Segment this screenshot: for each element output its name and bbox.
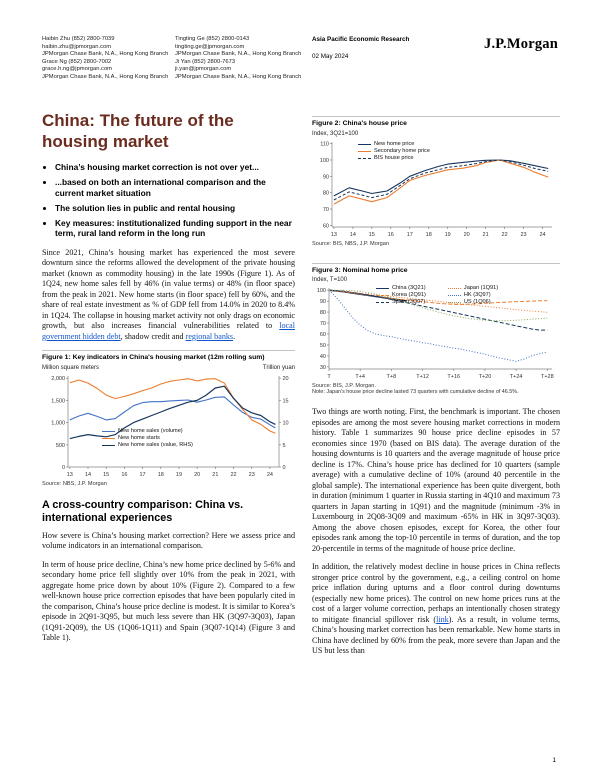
figure-1-units <box>42 365 295 371</box>
figure-2-chart-area <box>312 138 560 240</box>
author-email-link[interactable]: tingting.ge@jpmorgan.com <box>175 43 245 50</box>
report-date: 02 May 2024 <box>312 53 349 60</box>
author-email-link[interactable]: haibin.zhu@jpmorgan.com <box>42 43 112 50</box>
price-control-text: ). As a result, in volume terms, China’s housing market correction has been remarkable. New home starts in China have declined by 60% from the peak, more severe than Japan and the US but less than <box>312 614 560 656</box>
svg-text:500: 500 <box>55 442 65 449</box>
key-point-1: • China’s housing market correction is not over yet... <box>55 162 295 172</box>
figure-1-source: Source: NBS, J.P. Morgan <box>42 480 107 487</box>
svg-text:0: 0 <box>61 464 65 471</box>
svg-text:T+4: T+4 <box>355 374 366 381</box>
svg-text:90: 90 <box>319 299 326 306</box>
svg-text:20: 20 <box>194 471 201 478</box>
author-org: JPMorgan Chase Bank, N.A., Hong Kong Branch <box>175 51 302 58</box>
figure-3-units <box>312 277 560 283</box>
jpmorgan-logo: J.P.Morgan <box>484 36 558 52</box>
svg-text:13: 13 <box>330 231 337 238</box>
author-email-link[interactable]: grace.h.ng@jpmorgan.com <box>42 66 113 73</box>
svg-text:15: 15 <box>368 231 375 238</box>
svg-text:17: 17 <box>139 471 146 478</box>
svg-text:14: 14 <box>349 231 356 238</box>
price-decline-paragraph: In term of house price decline, China’s new home price declined by 5-6% and secondary home price fell slightly over 10% from the peak in 2021, with aggregate home price down by about 10% (Figure 2). Compared to a few well-known house price correction episodes that have been popularly cited in the comparison, China’s house price decline is modest. It is similar to Korea’s episode in 2Q91-3Q95, but much less severe than HK (3Q97-3Q03), Japan (1Q91-2Q09), the US (1Q06-1Q11) and Spain (3Q07-1Q14) (Figure 3 and Table 1). <box>42 559 295 643</box>
svg-text:100: 100 <box>319 157 329 164</box>
svg-text:15: 15 <box>103 471 110 478</box>
comparison-intro-paragraph: How severe is China’s housing market correction? Here we assess price and volume indicators in an international comparison. <box>42 530 295 551</box>
svg-text:T+20: T+20 <box>478 374 492 381</box>
svg-text:22: 22 <box>230 471 237 478</box>
figure-1-line-chart <box>42 372 295 480</box>
link-spillover-risk[interactable]: link <box>436 614 449 624</box>
figure-1-left-axis-unit: Million square meters <box>42 364 100 371</box>
svg-text:1,500: 1,500 <box>51 398 65 405</box>
svg-text:80: 80 <box>322 190 329 197</box>
page-title: China: The future of the housing market <box>42 111 234 151</box>
svg-text:60: 60 <box>319 332 326 339</box>
author-name-phone: Ji Yan (852) 2800-7673 <box>175 58 236 65</box>
svg-text:5: 5 <box>282 442 286 449</box>
svg-text:16: 16 <box>387 231 394 238</box>
figure-2-legend: New home price Secondary home price BIS house price <box>358 141 430 162</box>
svg-text:50: 50 <box>319 343 326 350</box>
price-control-paragraph <box>312 562 560 657</box>
svg-text:T: T <box>327 374 331 381</box>
author-column-1 <box>42 36 175 82</box>
svg-text:T+16: T+16 <box>447 374 461 381</box>
svg-text:T+8: T+8 <box>386 374 397 381</box>
research-series-label: Asia Pacific Economic Research <box>312 36 410 43</box>
figure-3-note: Note: Japan's house price decline lasted 73 quarters with cumulative decline of 46.5%. <box>312 389 519 396</box>
svg-text:30: 30 <box>319 364 326 371</box>
key-point-2: • ...based on both an international comparison and the current market situation <box>55 177 295 198</box>
svg-text:70: 70 <box>322 206 329 213</box>
svg-text:18: 18 <box>425 231 432 238</box>
page-number: 1 <box>552 757 556 764</box>
benchmark-paragraph: Two things are worth noting. First, the benchmark is important. The chosen episodes are among the most severe housing market corrections in modern history. Table 1 summarizes 90 house price decline episodes in 57 economies since 1970 (based on BIS data). The average duration of the housing downturns is 10 quarters and the average magnitude of house price decline is 17%. China’s house price has declined for 10 quarters (sample average) with a cumulative decline of 10% (around 40 percentile in the global sample). The international experience has been quite divergent, both in duration (minimum 1 quarter in Russia starting in 4Q10 and maximum 73 quarters in Japan starting in 1Q91) and the magnitude (minimum -3% in Luxembourg in 2Q08-3Q09 and maximum -65% in HK in 3Q97-3Q03). Among the above chosen episodes, except for Korea, the other four episodes rank among the top-10 percentile in terms of duration, and the top 20-percentile in terms of the magnitude of house price decline. <box>312 407 560 553</box>
author-name-phone: Haibin Zhu (852) 2800-7039 <box>42 36 115 42</box>
svg-text:T+28: T+28 <box>540 374 554 381</box>
figure-1-caption: Figure 1: Key indicators in China's housing market (12m rolling sum) <box>42 354 265 362</box>
key-point-4: • Key measures: institutionalized funding support in the near term, rural land reform in the long run <box>55 218 295 239</box>
figure-2-source: Source: BIS, NBS, J.P. Morgan <box>312 240 390 247</box>
svg-text:18: 18 <box>157 471 164 478</box>
right-column <box>312 112 560 665</box>
intro-paragraph <box>42 248 295 343</box>
report-meta <box>312 36 448 82</box>
author-email-link[interactable]: ji.yan@jpmorgan.com <box>175 66 232 73</box>
intro-text: Since 2021, China’s housing market has experienced the most severe downturn since the reforms allowed the development of the private housing market (known as commodity housing) in the late 1990s (Figure 1). As of 1Q24, new home sales fell by 46% (in value terms) or 48% (in floor space) from the peak in 2021. New home starts (in floor space) fell by 60%, and the share of real estate investment as % of GDP fell from 14.0% in 2020 to 8.4% in 1Q24. The collapse in housing market activity not only drags on economic growth, but also increases financial vulnerabilities related to <box>42 247 295 331</box>
figure-1-legend: New home sales (volume) New home starts New home sales (value, RHS) <box>102 428 193 449</box>
link-regional-banks[interactable]: regional banks <box>185 331 234 341</box>
link-local-government-hidden-debt[interactable]: local government hidden debt <box>42 321 295 341</box>
svg-text:21: 21 <box>212 471 219 478</box>
key-point-3: • The solution lies in public and rental housing <box>55 203 295 213</box>
figure-2-units <box>312 131 560 137</box>
svg-text:24: 24 <box>539 231 546 238</box>
svg-text:20: 20 <box>463 231 470 238</box>
intro-text: , shadow credit and <box>120 331 186 341</box>
author-name-phone: Grace Ng (852) 2800-7002 <box>42 58 112 65</box>
svg-text:110: 110 <box>320 141 329 148</box>
svg-text:14: 14 <box>84 471 92 478</box>
svg-text:19: 19 <box>175 471 183 478</box>
figure-1-right-axis-unit: Trillion yuan <box>262 364 295 371</box>
svg-text:2,000: 2,000 <box>51 376 65 383</box>
figure-3 <box>312 263 560 396</box>
price-control-text: In addition, the relatively modest decline in house prices in China reflects stronger price control by the government, e.g., a ceiling control on home price inflation during upturns and a floor control during downturns (especially new home prices). The control on new home prices runs at the cost of a larger volume correction, perhaps an intentionally chosen strategy to mitigate financial spillover risk ( <box>312 562 560 624</box>
section-heading: A cross-country comparison: China vs. international experiences <box>42 498 244 524</box>
svg-text:T+12: T+12 <box>416 374 429 381</box>
svg-text:100: 100 <box>316 288 326 295</box>
figure-2-line-chart <box>312 138 560 240</box>
author-org: JPMorgan Chase Bank, N.A., Hong Kong Branch <box>175 73 302 80</box>
svg-text:20: 20 <box>282 376 289 383</box>
svg-text:19: 19 <box>444 231 451 238</box>
figure-3-source: Source: BIS, J.P. Morgan. <box>312 383 376 390</box>
svg-text:90: 90 <box>322 173 329 180</box>
svg-text:13: 13 <box>66 471 73 478</box>
svg-text:21: 21 <box>482 231 489 238</box>
svg-text:40: 40 <box>319 354 326 361</box>
svg-text:60: 60 <box>322 222 329 229</box>
figure-3-axis-unit: Index, T=100 <box>312 277 348 284</box>
svg-text:15: 15 <box>282 398 289 405</box>
svg-text:70: 70 <box>319 321 326 328</box>
figure-1 <box>42 350 295 487</box>
svg-text:17: 17 <box>406 231 413 238</box>
page-header <box>42 36 558 82</box>
figure-3-legend: China (3Q21) Korea (2Q91) Spain (3Q07) Japan (1Q91) HK (3Q97) US (1Q06) <box>376 285 498 306</box>
svg-text:23: 23 <box>248 471 255 478</box>
author-org: JPMorgan Chase Bank, N.A., Hong Kong Branch <box>42 51 169 58</box>
figure-1-chart-area <box>42 372 295 480</box>
svg-text:0: 0 <box>282 464 286 471</box>
intro-text: . <box>233 331 236 341</box>
author-column-2 <box>175 36 312 82</box>
author-org: JPMorgan Chase Bank, N.A., Hong Kong Branch <box>42 73 169 80</box>
key-points-list <box>42 162 295 239</box>
svg-text:T+24: T+24 <box>509 374 523 381</box>
author-name-phone: Tingting Ge (852) 2800-0143 <box>175 36 250 42</box>
svg-text:1,000: 1,000 <box>51 420 65 427</box>
svg-text:80: 80 <box>319 310 326 317</box>
figure-3-caption: Figure 3: Nominal home price <box>312 266 408 274</box>
figure-3-chart-area <box>312 284 560 382</box>
svg-text:22: 22 <box>501 231 508 238</box>
svg-text:23: 23 <box>520 231 527 238</box>
figure-2-caption: Figure 2: China's house price <box>312 120 407 127</box>
svg-text:16: 16 <box>121 471 128 478</box>
svg-text:24: 24 <box>266 471 273 478</box>
left-column <box>42 110 295 652</box>
figure-2 <box>312 116 560 247</box>
svg-text:10: 10 <box>282 420 289 427</box>
figure-2-axis-unit: Index, 3Q21=100 <box>312 130 359 137</box>
